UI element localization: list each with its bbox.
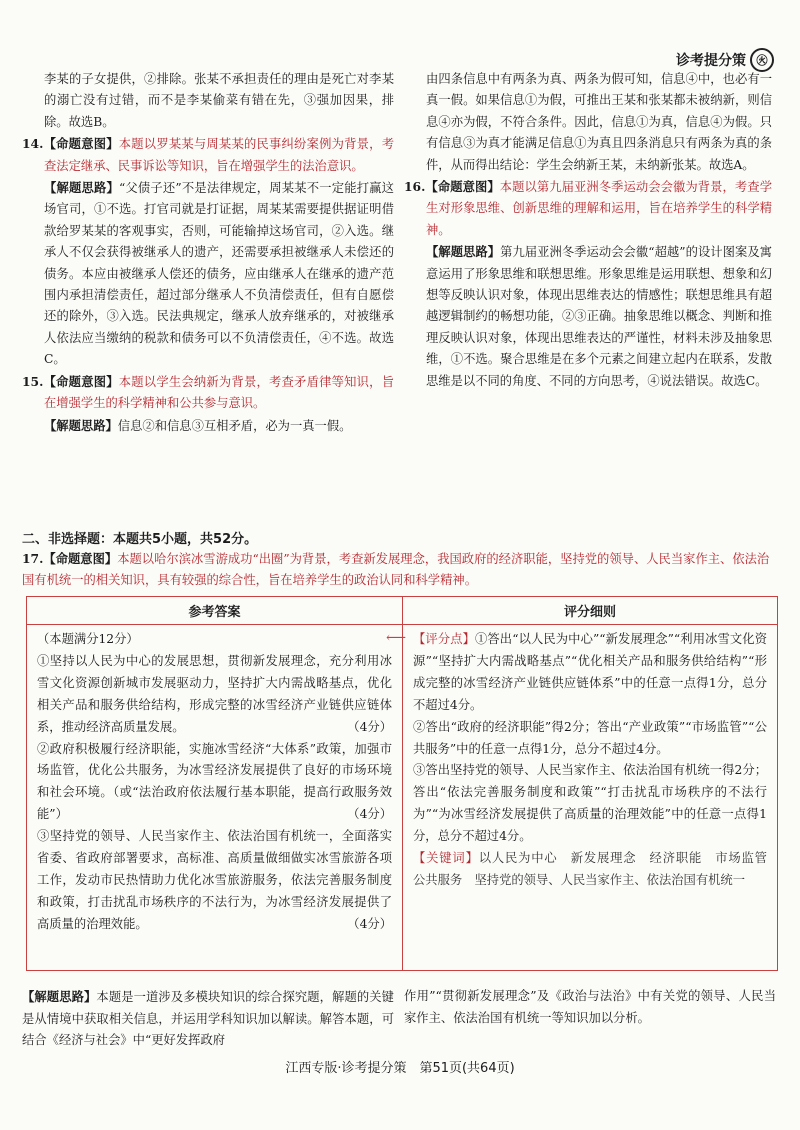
q15-number: 15. (22, 373, 44, 389)
table-header-answer: 参考答案 (27, 597, 403, 624)
q17-intent-text: 本题以哈尔滨冰雪游成功“出圈”为背景，考查新发展理念，我国政府的经济职能，坚持党的领导、人民当家作主、依法治国有机统一的相关知识，具有较强的综合性，旨在培养学生的政治认同和科学精神。 (22, 552, 770, 587)
answer-point-1-score: （4分） (347, 719, 392, 734)
q13-continuation: 李某的子女提供，②排除。张某不承担责任的理由是死亡对李某的溺亡没有过错，而不是李某偷菜有错在先，③强加因果，排除。故选B。 (44, 72, 394, 129)
q17-intent (22, 548, 774, 591)
answer-table (26, 596, 778, 971)
rubric-keywords (413, 848, 780, 892)
table-header-row (27, 597, 777, 625)
rubric-point-1-text: ①答出“以人民为中心”“新发展理念”“利用冰雪文化资源”“坚持扩大内需战略基点”“优化相关产品和服务供给结构”“形成完整的冰雪经济产业链供应链体系”中的任意一点得1分，总分不超过4分。 (413, 632, 767, 712)
q15-analysis-text: 信息②和信息③互相矛盾，必为一真一假。 (117, 418, 352, 433)
q14-intent (22, 133, 394, 177)
q14-intent-label: 【命题意图】 (43, 136, 119, 152)
q16-analysis-label: 【解题思路】 (426, 244, 501, 260)
table-header-rubric: 评分细则 (563, 605, 616, 620)
q17-analysis-text-left: 本题是一道涉及多模块知识的综合探究题，解题的关键是从情境中获取相关信息，并运用学科知识加以解读。解答本题，可结合《经济与社会》中“更好发挥政府 (22, 990, 394, 1047)
q17-analysis-label: 【解题思路】 (22, 989, 97, 1004)
arrow-left-icon: ⟵ (386, 630, 407, 646)
q16-number: 16. (404, 179, 426, 195)
q15-continuation: 由四条信息中有两条为真、两条为假可知，信息④中，也必有一真一假。如果信息①为假，可推出王某和张某都未被纳新，则信息④亦为假，不符合条件。因此，信息①为真，信息④为假。只有信息③为真才能满足信息①为真且四条消息只有两条为真的条件，从而得出结论：学生会纳新王某，未纳新张某。故选A。 (426, 72, 772, 172)
keywords-text: 以人民为中心 新发展理念 经济职能 市场监管 公共服务 坚持党的领导、人民当家作主、依法治国有机统一 (413, 851, 780, 887)
right-column (404, 69, 772, 392)
q17-intent-label: 【命题意图】 (43, 551, 118, 566)
rubric-point-label: 【评分点】 (413, 632, 475, 646)
q17-number: 17. (22, 551, 44, 566)
keywords-label: 【关键词】 (413, 851, 479, 866)
answer-point-2 (37, 739, 392, 827)
left-column (22, 69, 394, 437)
q16-analysis-text: 第九届亚洲冬季运动会会徽“超越”的设计图案及寓意运用了形象思维和联想思维。形象思维是运用联想、想象和幻想等反映认识对象，体现出思维表达的情感性；联想思维具有超越逻辑制约的畅想功能，②③正确。抽象思维以概念、判断和推理反映认识对象，体现出思维表达的严谨性，材料未涉及抽象思维，①不选。聚合思维是在多个元素之间建立起内在联系，发散思维是以不同的角度、不同的方向思考，④说法错误。故选C。 (426, 245, 772, 388)
q15-intent-label: 【命题意图】 (43, 373, 119, 389)
q15-analysis-label: 【解题思路】 (44, 417, 118, 433)
q15-intent (22, 371, 394, 415)
full-score-note: （本题满分12分） (37, 632, 139, 646)
q15-analysis (22, 415, 394, 437)
page-footer: 江西专版·诊考提分策 第51页(共64页) (285, 1061, 515, 1076)
rubric-point-2: ②答出“政府的经济职能”得2分；答出“产业政策”“市场监管”“公共服务”中的任意一点得1分，总分不超过4分。 (413, 719, 767, 756)
answer-point-3 (37, 826, 392, 936)
answer-point-1-text: ①坚持以人民为中心的发展思想，贯彻新发展理念，充分利用冰雪文化资源创新城市发展驱动力，坚持扩大内需战略基点，优化相关产品和服务供给结构，形成完整的冰雪经济产业链供应链体系，推动经济高质量发展。 (37, 653, 392, 734)
section-heading: 二、非选择题：本题共5小题，共52分。 (22, 532, 258, 547)
q17-analysis-right: 作用”“贯彻新发展理念”及《政治与法治》中有关党的领导、人民当家作主、依法治国有机统一等知识加以分析。 (404, 989, 776, 1025)
answer-point-3-score: （4分） (347, 916, 392, 931)
rubric-cell (403, 625, 780, 971)
answer-point-1 (37, 651, 392, 739)
q17-analysis-left (22, 986, 394, 1052)
answer-point-2-score: （4分） (347, 807, 392, 822)
answer-point-3-text: ③坚持党的领导、人民当家作主、依法治国有机统一，全面落实省委、省政府部署要求，高标准、高质量做细做实冰雪旅游各项工作，发动市民热情助力优化冰雪旅游服务，依法完善服务制度和政策，打击扰乱市场秩序的不法行为，为冰雪经济发展提供了高质量的治理效能。 (37, 829, 392, 931)
q16-intent-text: 本题以第九届亚洲冬季运动会会徽为背景，考查学生对形象思维、创新思维的理解和运用，旨在培养学生的科学精神。 (426, 180, 772, 237)
brand-logo-icon: ㊋ (750, 48, 774, 72)
q16-intent (404, 176, 772, 241)
q16-analysis (404, 241, 772, 392)
q14-analysis-text: “父债子还”不是法律规定，周某某不一定能打赢这场官司，①不选。打官司就是打证据，周某某需要提供据证明借款给罗某某的客观事实，否则，可能输掉这场官司，②入选。继承人不仅会获得被继承人的遗产，还需要承担被继承人未偿还的债务。本应由被继承人偿还的债务，应由继承人在继承的遗产范围内承担清偿责任，超过部分继承人不负清偿责任，但有自愿偿还的除外，③入选。民法典规定，继承人放弃继承的，对被继承人依法应当缴纳的税款和债务可以不负清偿责任，④不选。故选C。 (44, 181, 394, 367)
q14-analysis (22, 177, 394, 371)
reference-answer-cell (27, 625, 403, 971)
rubric-point-1 (413, 629, 767, 717)
answer-point-2-text: ②政府积极履行经济职能，实施冰雪经济“大体系”政策，加强市场监管，优化公共服务，为冰雪经济发展提供了良好的市场环境和社会环境。（或“法治政府依法履行基本职能，提高行政服务效能”） (37, 741, 392, 822)
table-body-row (27, 625, 780, 971)
q14-number: 14. (22, 136, 44, 152)
q15-intent-text: 本题以学生会纳新为背景，考查矛盾律等知识，旨在增强学生的科学精神和公共参与意识。 (44, 374, 394, 411)
header-title: 诊考提分策 (676, 53, 746, 69)
q14-analysis-label: 【解题思路】 (44, 180, 119, 196)
rubric-point-3: ③答出坚持党的领导、人民当家作主、依法治国有机统一得2分；答出“依法完善服务制度和政策”“打击扰乱市场秩序的不法行为”“为冰雪经济发展提供了高质量的治理效能”中的任意一点得1分，总分不超过4分。 (413, 763, 767, 844)
q14-intent-text: 本题以罗某某与周某某的民事纠纷案例为背景，考查法定继承、民事诉讼等知识，旨在增强学生的法治意识。 (44, 137, 394, 173)
q16-intent-label: 【命题意图】 (425, 179, 500, 195)
